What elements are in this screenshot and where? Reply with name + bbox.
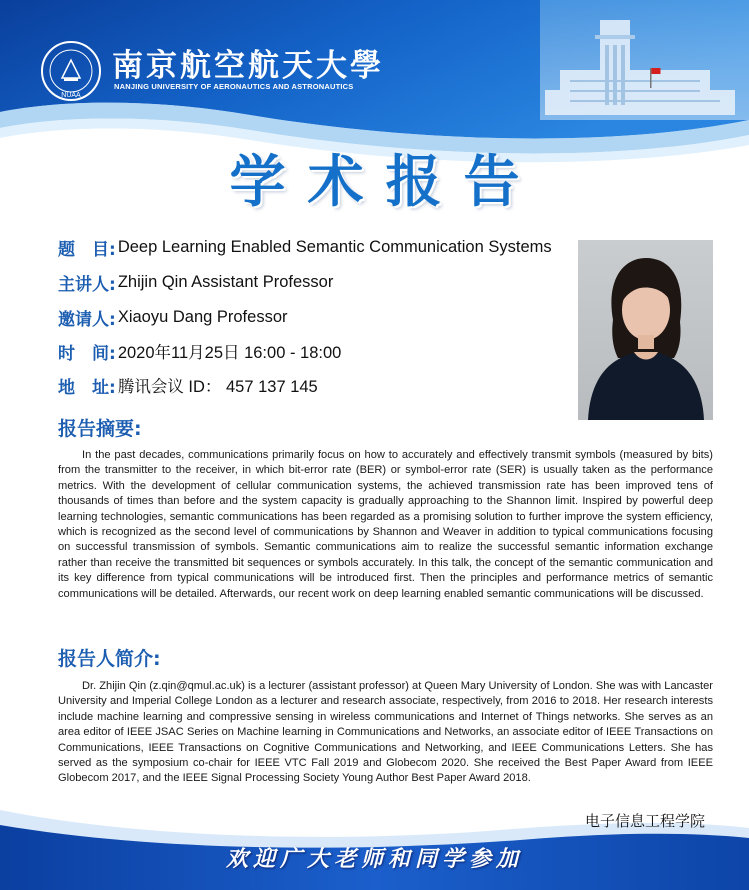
- footer-banner: [0, 780, 749, 890]
- university-seal-logo: [40, 40, 102, 102]
- info-row-speaker: [58, 268, 333, 296]
- info-value: Xiaoyu Dang Professor: [117, 307, 288, 326]
- info-label: 地 址:: [58, 377, 116, 398]
- info-row-topic: [58, 233, 552, 261]
- info-row-location: [58, 371, 318, 399]
- welcome-slogan: 欢迎广大老师和同学参加: [225, 846, 523, 872]
- department-name: 电子信息工程学院: [584, 812, 705, 830]
- university-name-english: NANJING UNIVERSITY OF AERONAUTICS AND ASTRONAUTICS: [114, 82, 354, 91]
- info-row-host: [58, 303, 288, 331]
- svg-text:NUAA: NUAA: [61, 92, 81, 99]
- info-value: Zhijin Qin Assistant Professor: [117, 272, 334, 291]
- info-value: Deep Learning Enabled Semantic Communication Systems: [117, 237, 552, 256]
- info-label: 题 目:: [58, 239, 116, 260]
- abstract-text: In the past decades, communications primarily focus on how to accurately and effectively transmit symbols (measured by bits) from the transmitter to the receiver, in which bit-error rate (BER) or symbol-error rate (SER) is usually taken as the performance metrics. With the development of cellular communication systems, the achieved transmission rate has been improved tens of thousands of times than before and the system capacity is gradually approaching to the Shannon limit. Inspired by powerful deep learning technologies, semantic communications has been regarded as a promising solution to further improve the system efficiency, which is recognized as the second level of communications by Shannon and Weaver in addition to typical communications focusing on successful transmission of symbols. Semantic communications aim to realize the successful semantic information exchange rather than receive the transmitted bit sequences or symbols accurately. In this talk, the concept of the semantic communication and its key difference from typical communications will be introduced first. Then the principles and performance metrics of semantic communications will be detailed. Afterwards, our recent work on deep learning enabled semantic communications will be discussed.: [58, 449, 713, 600]
- info-value: 腾讯会议 ID： 457 137 145: [117, 378, 318, 396]
- info-row-time: [58, 337, 341, 365]
- university-name-chinese: 南京航空航天大學: [112, 48, 384, 84]
- abstract-heading: 报告摘要:: [58, 418, 142, 440]
- info-label: 主讲人:: [58, 274, 116, 295]
- info-label: 时 间:: [58, 343, 116, 364]
- info-label: 邀请人:: [58, 309, 116, 330]
- speaker-photo: [578, 240, 713, 420]
- info-value: 2020年11月25日 16:00 - 18:00: [117, 344, 342, 362]
- report-title: 学术报告: [229, 150, 542, 215]
- bio-heading: 报告人简介:: [58, 648, 161, 670]
- bio-text: Dr. Zhijin Qin (z.qin@qmul.ac.uk) is a lecturer (assistant professor) at Queen Mary University of London. She was with Lancaster University and Imperial College London as a lecturer and research associate, respectively, from 2016 to 2018. Her research interests include machine learning and compressive sensing in wireless communications and Internet of Things networks. She serves as an area editor of IEEE JSAC Series on Machine learning in Communications and Networks, an associate editor of IEEE Transactions on Communications, IEEE Transactions on Cognitive Communications and Networking, and IEEE Communications Letters. She has served as the symposium co-chair for IEEE VTC Fall 2019 and Globecom 2020. She received the Best Paper Award from IEEE Globecom 2017, and the IEEE Signal Processing Society Young Author Best Paper Award 2018.: [58, 680, 713, 785]
